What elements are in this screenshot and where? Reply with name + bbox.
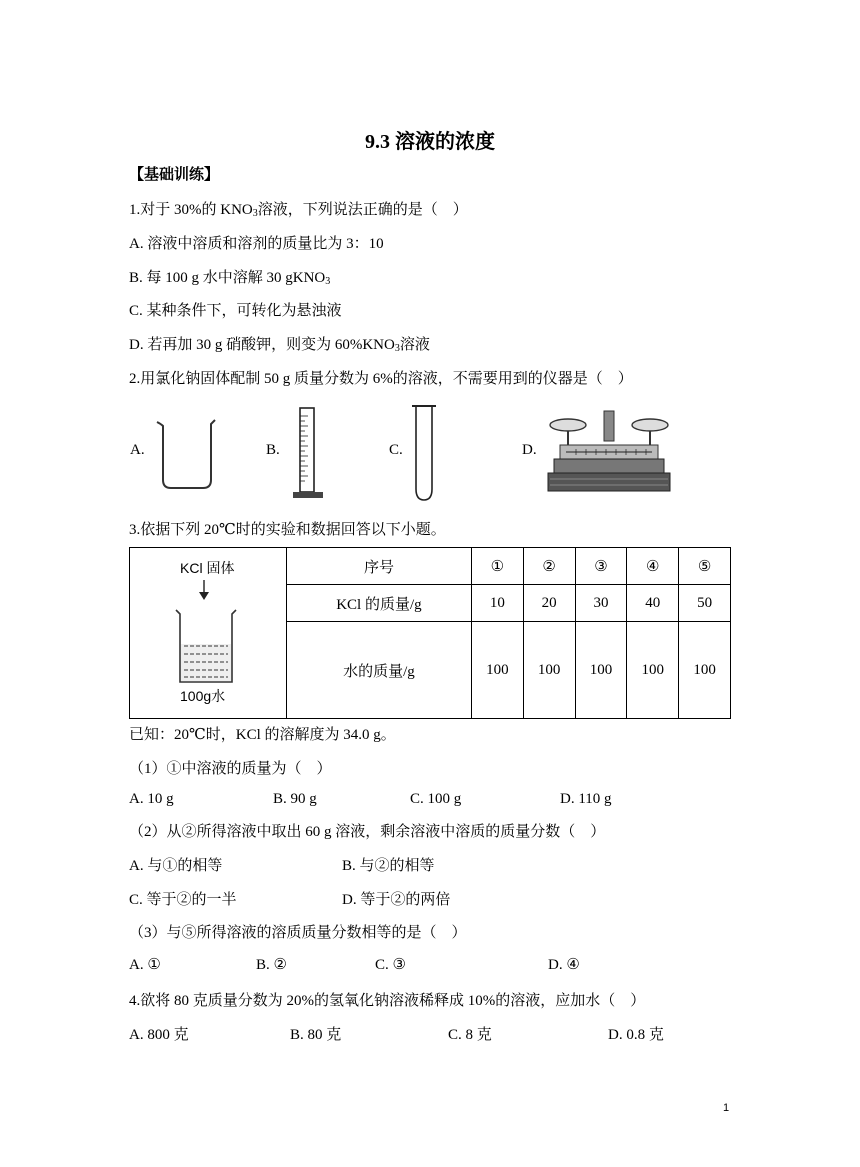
table-cell: KCl 的质量/g [286,585,471,622]
question-3-2-option-d: D. 等于②的两倍 [342,892,451,908]
table-cell: 100 [523,622,575,719]
question-3-2-option-b: B. 与②的相等 [342,858,435,874]
table-header-cell: ② [523,548,575,585]
question-3-1-option-c: C. 100 g [410,791,462,807]
question-3-stem: 3.依据下列 20℃时的实验和数据回答以下小题。 [129,522,446,538]
kcl-solid-label: KCl 固体 [180,560,235,576]
question-4-option-d: D. 0.8 克 [608,1027,664,1043]
table-cell: 50 [679,585,731,622]
question-3-2-option-c: C. 等于②的一半 [129,892,237,908]
question-4-option-c: C. 8 克 [448,1027,492,1043]
table-cell: 100 [575,622,627,719]
question-3-1-stem: （1）①中溶液的质量为（ ） [129,761,332,777]
experiment-data-table [129,547,731,719]
section-heading: 【基础训练】 [129,167,220,183]
question-1-option-a: A. 溶液中溶质和溶剂的质量比为 3：10 [129,236,384,252]
table-header-cell: ④ [627,548,679,585]
question-3-3-option-b: B. ② [256,957,287,973]
question-4-option-a: A. 800 克 [129,1027,189,1043]
water-amount-label: 100g水 [180,688,226,704]
table-header-cell: ① [471,548,523,585]
graduated-cylinder-icon [290,406,326,502]
known-condition: 已知：20℃时，KCl 的溶解度为 34.0 g。 [129,727,396,743]
table-cell: 40 [627,585,679,622]
table-cell: 100 [679,622,731,719]
question-3-3-option-d: D. ④ [548,957,580,973]
question-4-option-b: B. 80 克 [290,1027,342,1043]
question-3-1-option-a: A. 10 g [129,791,174,807]
question-3-3-option-c: C. ③ [375,957,406,973]
question-1-stem: 1.对于 30%的 $KNO_3$溶液，下列说法正确的是（ ） [129,202,468,219]
balance-scale-icon [546,407,672,495]
table-cell: 100 [471,622,523,719]
question-3-2-option-a: A. 与①的相等 [129,858,223,874]
question-2-label-b: B. [266,442,280,458]
question-1-option-d: D. 若再加 30 g 硝酸钾，则变为 $60\%KNO_3$溶液 [129,337,430,354]
test-tube-icon [410,403,438,503]
question-3-3-stem: （3）与⑤所得溶液的溶质质量分数相等的是（ ） [129,925,467,941]
table-header-cell: ⑤ [679,548,731,585]
page-title: 9.3 溶液的浓度 [365,131,495,153]
question-2-label-c: C. [389,442,403,458]
question-3-1-option-d: D. 110 g [560,791,612,807]
table-header-cell: 序号 [286,548,471,585]
experiment-figure-cell [130,548,287,719]
question-4-stem: 4.欲将 80 克质量分数为 20%的氢氧化钠溶液稀释成 10%的溶液，应加水（ ） [129,993,646,1009]
question-3-2-stem: （2）从②所得溶液中取出 60 g 溶液，剩余溶液中溶质的质量分数（ ） [129,824,606,840]
table-cell: 水的质量/g [286,622,471,719]
beaker-icon [155,418,219,492]
question-2-label-a: A. [130,442,145,458]
table-header-cell: ③ [575,548,627,585]
table-cell: 100 [627,622,679,719]
question-2-label-d: D. [522,442,537,458]
table-cell: 20 [523,585,575,622]
question-1-option-c: C. 某种条件下，可转化为悬浊液 [129,303,342,319]
question-2-stem: 2.用氯化钠固体配制 50 g 质量分数为 6%的溶液，不需要用到的仪器是（ ） [129,371,633,387]
table-cell: 30 [575,585,627,622]
question-3-1-option-b: B. 90 g [273,791,317,807]
page-number: 1 [723,1102,730,1114]
beaker-with-water-icon [170,578,250,688]
question-3-3-option-a: A. ① [129,957,161,973]
question-1-option-b: B. 每 100 g 水中溶解 30 gKNO$_3$ [129,270,331,287]
table-cell: 10 [471,585,523,622]
